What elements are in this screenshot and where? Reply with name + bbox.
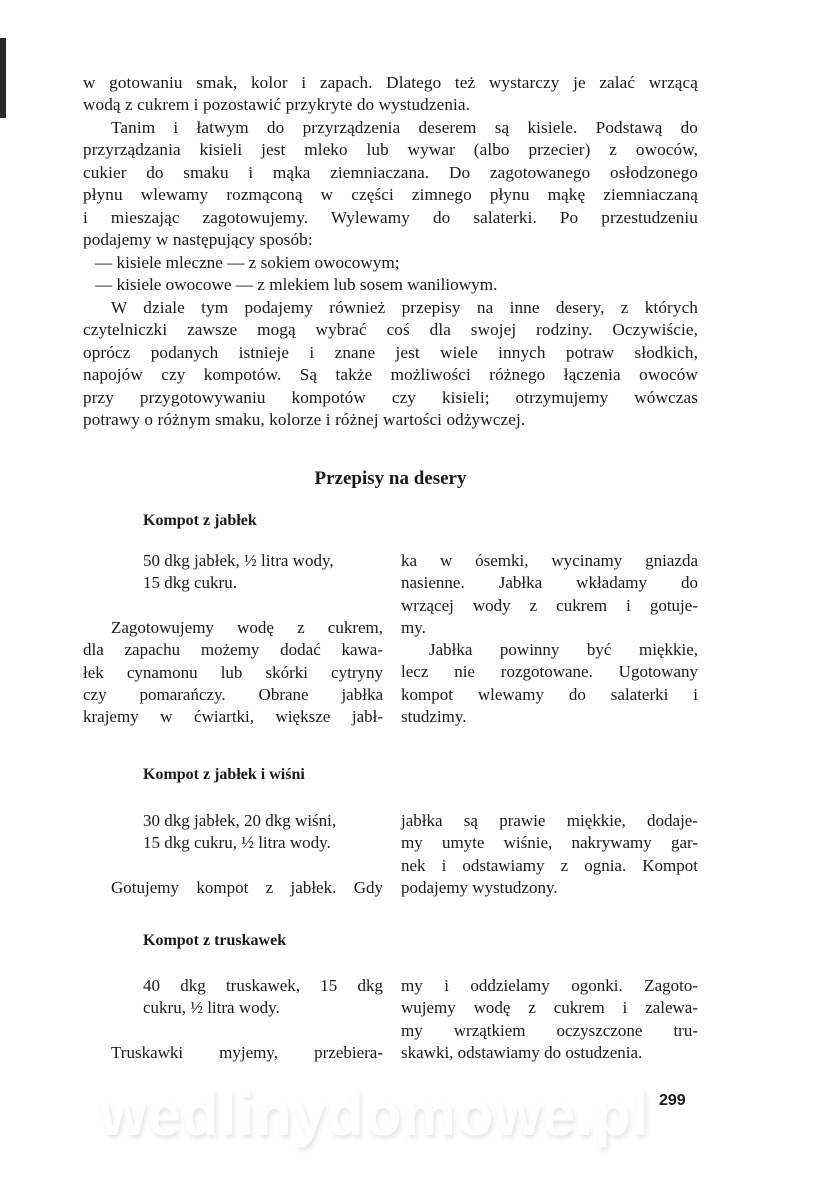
text-line: płynu wlewamy rozmąconą w części zimnego płynu mąkę ziemniaczaną bbox=[83, 185, 698, 205]
text-line: dla zapachu możemy dodać kawa- bbox=[83, 640, 383, 660]
intro-paragraph-1 bbox=[83, 72, 698, 117]
text-line: i mieszając zagotowujemy. Wylewamy do salaterki. Po przestudzeniu bbox=[83, 207, 698, 227]
text-line: my umyte wiśnie, nakrywamy gar- bbox=[401, 833, 698, 853]
text-line: oprócz podanych istnieje i znane jest wiele innych potraw słodkich, bbox=[83, 342, 698, 362]
ingredient-line: 15 dkg cukru. bbox=[143, 573, 237, 593]
watermark: wedlinydomowe.pl bbox=[100, 1081, 650, 1148]
recipe-ingredients bbox=[83, 975, 383, 1020]
text-line: my i oddzielamy ogonki. Zagoto- bbox=[401, 976, 698, 995]
intro-paragraph-2 bbox=[83, 117, 698, 251]
text-line: podajemy w następujący sposób: bbox=[83, 230, 313, 250]
text-line: potrawy o różnym smaku, kolorze i różnej wartości odżywczej. bbox=[83, 410, 526, 430]
text-line: nasienne. Jabłka wkładamy do bbox=[401, 573, 698, 593]
text-line: Zagotowujemy wodę z cukrem, bbox=[111, 618, 383, 637]
recipe-left-text bbox=[83, 617, 383, 728]
ingredient-line: 15 dkg cukru, ½ litra wody. bbox=[143, 833, 331, 853]
recipe-right-text bbox=[401, 810, 698, 899]
text-line: kompot wlewamy do salaterki i bbox=[401, 684, 698, 704]
text-line: Jabłka powinny być miękkie, bbox=[429, 640, 698, 660]
text-line: my wrzątkiem oczyszczone tru- bbox=[401, 1020, 698, 1040]
text-line: my. bbox=[401, 617, 426, 637]
text-line: lecz nie rozgotowane. Ugotowany bbox=[401, 662, 698, 682]
recipe-ingredients bbox=[83, 810, 383, 855]
text-line: wodą z cukrem i pozostawić przykryte do wystudzenia. bbox=[83, 95, 471, 115]
text-line: w gotowaniu smak, kolor i zapach. Dlatego też wystarczy je zalać wrzącą bbox=[83, 73, 698, 92]
text-line: jabłka są prawie miękkie, dodaje- bbox=[401, 811, 698, 830]
text-line: cukier do smaku i mąka ziemniaczana. Do zagotowanego osłodzonego bbox=[83, 162, 698, 182]
recipe-right-text bbox=[401, 975, 698, 1064]
recipe-right-text bbox=[401, 550, 698, 728]
text-line: czytelniczki zawsze mogą wybrać coś dla swojej rodziny. Oczywiście, bbox=[83, 320, 698, 340]
text-line: skawki, odstawiamy do ostudzenia. bbox=[401, 1042, 643, 1062]
text-line: Gotujemy kompot z jabłek. Gdy bbox=[111, 878, 383, 897]
ingredient-line: 50 dkg jabłek, ½ litra wody, bbox=[143, 551, 334, 570]
scan-edge-shadow bbox=[0, 38, 6, 118]
recipe-left-text bbox=[83, 1042, 383, 1064]
text-line: łek cynamonu lub skórki cytryny bbox=[83, 662, 383, 682]
text-line: W dziale tym podajemy również przepisy na inne desery, z których bbox=[111, 298, 698, 317]
page-number: 299 bbox=[659, 1092, 686, 1109]
text-line: Truskawki myjemy, przebiera- bbox=[111, 1043, 383, 1062]
text-line: krajemy w ćwiartki, większe jabł- bbox=[83, 707, 383, 727]
text-line: przyrządzania kisieli jest mleko lub wywar (albo przecier) z owoców, bbox=[83, 140, 698, 160]
text-line: wrzącej wody z cukrem i gotuje- bbox=[401, 595, 698, 615]
text-line: Tanim i łatwym do przyrządzenia deserem są kisiele. Podstawą do bbox=[111, 118, 698, 137]
intro-paragraph-3 bbox=[83, 297, 698, 431]
list-item: — kisiele owocowe — z mlekiem lub sosem waniliowym. bbox=[95, 275, 498, 295]
recipe-left-text bbox=[83, 877, 383, 899]
list-item: — kisiele mleczne — z sokiem owocowym; bbox=[95, 253, 400, 272]
recipe-title: Kompot z jabłek i wiśni bbox=[143, 766, 305, 783]
text-line: przy przygotowywaniu kompotów czy kisieli; otrzymujemy wówczas bbox=[83, 387, 698, 407]
recipe-title: Kompot z truskawek bbox=[143, 932, 287, 949]
recipe-title: Kompot z jabłek bbox=[143, 512, 257, 529]
text-line: podajemy wystudzony. bbox=[401, 877, 558, 897]
recipe-ingredients bbox=[83, 550, 383, 595]
text-line: nek i odstawiamy z ognia. Kompot bbox=[401, 855, 698, 875]
serving-list bbox=[89, 252, 689, 297]
text-line: wujemy wodę z cukrem i zalewa- bbox=[401, 998, 698, 1018]
section-title: Przepisy na desery bbox=[314, 468, 467, 489]
ingredient-line: 40 dkg truskawek, 15 dkg bbox=[143, 976, 383, 995]
text-line: studzimy. bbox=[401, 707, 467, 727]
ingredient-line: cukru, ½ litra wody. bbox=[143, 998, 280, 1018]
text-line: czy pomarańczy. Obrane jabłka bbox=[83, 684, 383, 704]
text-line: ka w ósemki, wycinamy gniazda bbox=[401, 551, 698, 570]
ingredient-line: 30 dkg jabłek, 20 dkg wiśni, bbox=[143, 811, 337, 830]
text-line: napojów czy kompotów. Są także możliwości różnego łączenia owoców bbox=[83, 365, 698, 385]
